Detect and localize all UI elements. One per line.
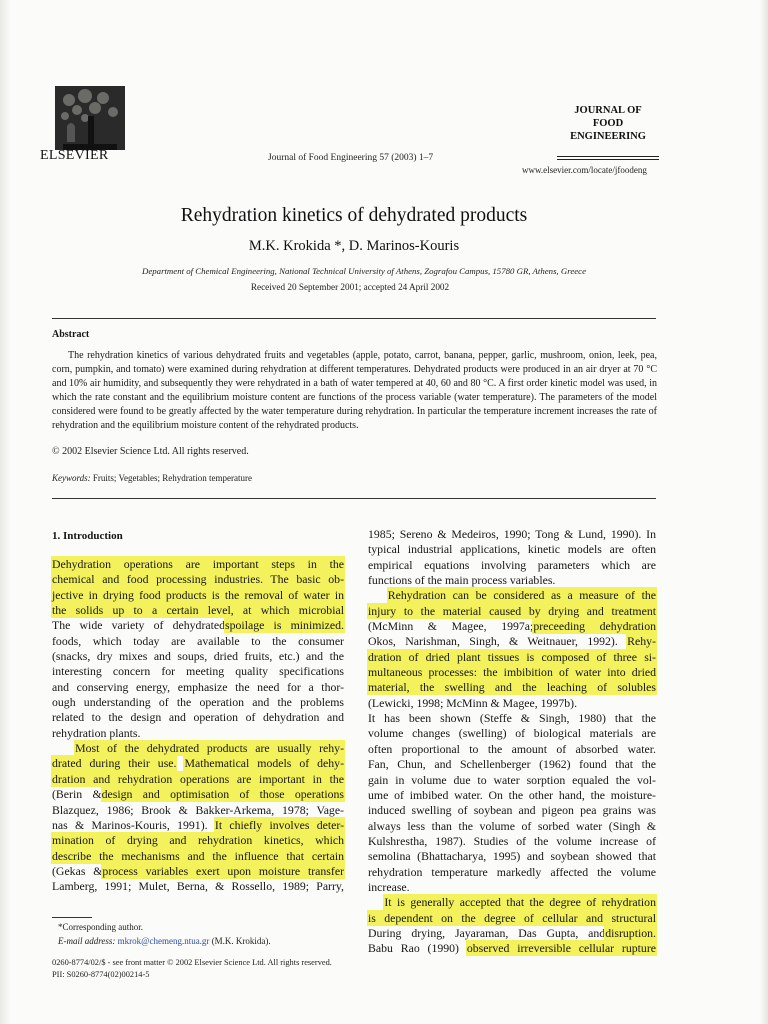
body-column-left [52,557,344,895]
elsevier-tree-logo [55,86,125,150]
text-line [368,619,656,634]
highlighted-text: dration of dried plant tissues is composed of three si- [368,649,656,664]
body-column-right [368,527,656,957]
text-line [52,833,344,848]
highlighted-text: chemical and food processing industries. The basic ob- [52,572,344,587]
line-text: (Berin & [52,787,102,802]
line-text [52,741,75,755]
pii-line: PII: S0260-8774(02)00214-5 [52,970,150,979]
text-line [52,572,344,587]
text-line [52,741,344,756]
highlighted-text: Rehy- [627,634,656,649]
text-line [368,650,656,665]
line-text: interesting concern for meeting quality specifications [52,664,344,679]
text-line [368,926,656,941]
text-line [52,664,344,679]
line-text: Kulshrestha, 1987). Studies of the volume increase of [368,833,656,848]
divider [52,318,656,319]
line-text: Blazquez, 1986; Brook & Bakker-Arkema, 1978; Vage- [52,802,344,817]
line-text: rehydration temperature markedly affected the volume [368,864,656,879]
journal-title-line: ENGINEERING [570,131,646,142]
line-text: Okos, Narishman, Singh, & Weitnauer, 1992). [368,634,628,649]
highlighted-text: design and optimisation of those operations [101,787,345,802]
text-line [52,803,344,818]
line-text: gain in volume due to water sorption equaled the vol- [368,772,656,787]
keywords-list: Fruits; Vegetables; Rehydration temperature [92,473,252,483]
highlighted-text: disruption. [605,925,656,940]
line-text: ume of imbibed water. On the other hand, the moisture- [368,787,656,802]
highlighted-text: drated during their use. [52,756,177,771]
line-text: Babu Rao (1990) [368,941,467,956]
line-text: (snacks, dry mixes and soups, dried fruits, etc.) and the [52,649,344,664]
text-line [368,757,656,772]
text-line [368,865,656,880]
highlighted-text: spoilage is minimized. [225,618,344,633]
line-text: The wide variety of dehydrated [52,618,226,633]
text-line [52,695,344,710]
highlighted-text: multaneous processes: the imbibition of water into dried [368,665,656,680]
section-heading: 1. Introduction [52,530,123,542]
line-text [368,588,388,602]
journal-url[interactable]: www.elsevier.com/locate/jfoodeng [522,165,647,175]
line-text: induced swelling of soybean and pigeon pea grains was [368,803,656,818]
highlighted-text: process variables exert upon moisture transfer [102,863,344,878]
highlighted-text: Dehydration operations are important steps in the [52,557,344,571]
text-line [368,726,656,741]
highlighted-text: observed irreversible cellular rupture [466,941,656,956]
article-title: Rehydration kinetics of dehydrated products [180,205,528,226]
text-line [52,864,344,879]
text-line [368,742,656,757]
journal-rule [557,156,659,157]
text-line [368,711,656,726]
highlighted-text: describe the mechanisms and the influence that certain [52,848,344,863]
abstract-text [52,349,657,432]
highlighted-text: preceeding dehydration [533,619,656,634]
line-text: (Lewicki, 1998; McMinn & Magee, 1997b). [368,695,578,710]
text-line [368,696,656,711]
email-suffix: (M.K. Krokida). [211,936,271,946]
divider [52,498,656,499]
line-text: rehydration plants. [52,725,141,740]
line-text: often proportional to the amount of absorbed water. [368,741,656,756]
line-text: Lamberg, 1991; Mulet, Berna, & Rossello, 1989; Parry, [52,879,344,894]
text-line [368,895,656,910]
line-text: It has been shown (Steffe & Singh, 1980) that the [368,711,656,726]
text-line [368,542,656,557]
text-line [52,618,344,633]
journal-title [556,104,660,143]
line-text: (McMinn & Magee, 1997a; [368,619,534,634]
copyright-line: © 2002 Elsevier Science Ltd. All rights reserved. [52,446,249,457]
text-line [368,941,656,956]
highlighted-text: material, the swelling and the leaching of solubles [368,680,656,695]
keywords-label: Keywords: [52,473,91,483]
text-line [52,603,344,618]
highlighted-text: Mathematical models of dehy- [184,756,345,771]
abstract-heading: Abstract [52,329,90,340]
text-line [368,834,656,849]
text-line [52,818,344,833]
text-line [368,573,656,588]
footnote-rule [52,917,92,918]
text-line [52,726,344,741]
received-dates: Received 20 September 2001; accepted 24 April 2002 [250,282,450,292]
journal-title-line: FOOD [592,118,624,129]
publisher-name: ELSEVIER [40,148,109,163]
text-line [52,588,344,603]
highlighted-text: dration and rehydration operations are important in the [52,771,344,786]
text-line [368,803,656,818]
text-line [52,879,344,894]
email-link[interactable]: mkrok@chemeng.ntua.gr [117,936,210,946]
line-text: Fan, Chun, and Schellenberger (1962) found that the [368,757,656,772]
line-text: volume changes (swelling) of biological materials are [368,726,656,741]
text-line [368,788,656,803]
text-line [368,911,656,926]
line-text: increase. [368,879,410,894]
line-text: ough understanding of the operation and the problems [52,695,344,710]
text-line [368,680,656,695]
journal-citation: Journal of Food Engineering 57 (2003) 1–7 [268,153,434,163]
text-line [368,819,656,834]
line-text: foods, which today are available to the consumer [52,633,344,648]
email-line [58,936,271,946]
highlighted-text: It chiefly involves deter- [214,817,344,832]
text-line [368,849,656,864]
text-line [368,558,656,573]
line-text: 1985; Sereno & Medeiros, 1990; Tong & Lund, 1990). In [368,527,656,541]
text-line [368,527,656,542]
corresponding-author-note: *Corresponding author. [58,922,143,932]
line-text: semolina (Bhattacharya, 1995) and soybean showed that [368,849,656,864]
text-line [368,588,656,603]
text-line [52,634,344,649]
abstract-paragraph: The rehydration kinetics of various dehydrated fruits and vegetables (apple, potato, carrot, banana, pepper, garlic, mushroom, onion, leek, pea, corn, pumpkin, and tomato) were examined during rehydration at different temperatures. Dehydrated products were produced in an air dryer at 70 °C and 10% air humidity, and subsequently they were rehydrated in a bath of water tempered at 40, 60 and 80 °C. A first order kinetic model was used, in which the rate constant and the equilibrium moisture content are functions of the process variable (water temperature). The parameters of the model considered were found to be greatly affected by the water temperature during rehydration. In particular the temperature increment increases the rate of rehydration and the equilibrium moisture content of the rehydrated products. [52,350,657,431]
text-line [52,557,344,572]
text-line [52,787,344,802]
highlighted-text: mination of drying and rehydration kinetics, which [52,833,344,848]
author-affiliation: Department of Chemical Engineering, National Technical University of Athens, Zografou Campus, 15780 GR, Athens, Greece [142,266,586,276]
highlighted-text: It is generally accepted that the degree of rehydration [384,895,656,910]
line-text: empirical equations involving parameters which are [368,557,656,572]
article-authors: M.K. Krokida *, D. Marinos-Kouris [248,238,460,254]
text-line [52,710,344,725]
text-line [52,649,344,664]
journal-title-line: JOURNAL OF [574,105,642,116]
highlighted-text: is dependent on the degree of cellular and structural [368,910,656,925]
text-line [52,772,344,787]
line-text: nas & Marinos-Kouris, 1991). [52,817,215,832]
scan-right-edge [760,0,768,1024]
text-line [52,680,344,695]
text-line [368,634,656,649]
email-label: E-mail address: [58,936,116,946]
highlighted-text: jective in drying food products is the removal of water in [52,587,344,602]
line-text: During drying, Jayaraman, Das Gupta, and [368,925,606,940]
text-line [368,773,656,788]
line-text: and conserving energy, emphasize the need for a thor- [52,679,344,694]
line-text: always less than the volume of sorbed water (Singh & [368,818,656,833]
text-line [52,849,344,864]
line-text: functions of the main process variables. [368,573,556,588]
line-text: typical industrial applications, kinetic models are often [368,542,656,557]
highlighted-text: Most of the dehydrated products are usually rehy- [75,741,344,756]
line-text: related to the design and operation of dehydration and [52,710,344,725]
text-line [368,665,656,680]
line-text [368,895,384,909]
highlighted-text: Rehydration can be considered as a measure of the [387,588,656,603]
text-line [368,604,656,619]
highlighted-text: the solids up to a certain level, at which microbial [52,603,344,618]
line-text: (Gekas & [52,863,103,878]
keywords-line [52,473,252,483]
text-line [368,880,656,895]
issn-line: 0260-8774/02/$ - see front matter © 2002 Elsevier Science Ltd. All rights reserved. [52,958,332,967]
scan-left-edge [0,0,10,1024]
text-line [52,756,344,771]
highlighted-text: injury to the material caused by drying and treatment [368,603,656,618]
journal-rule [557,159,659,160]
